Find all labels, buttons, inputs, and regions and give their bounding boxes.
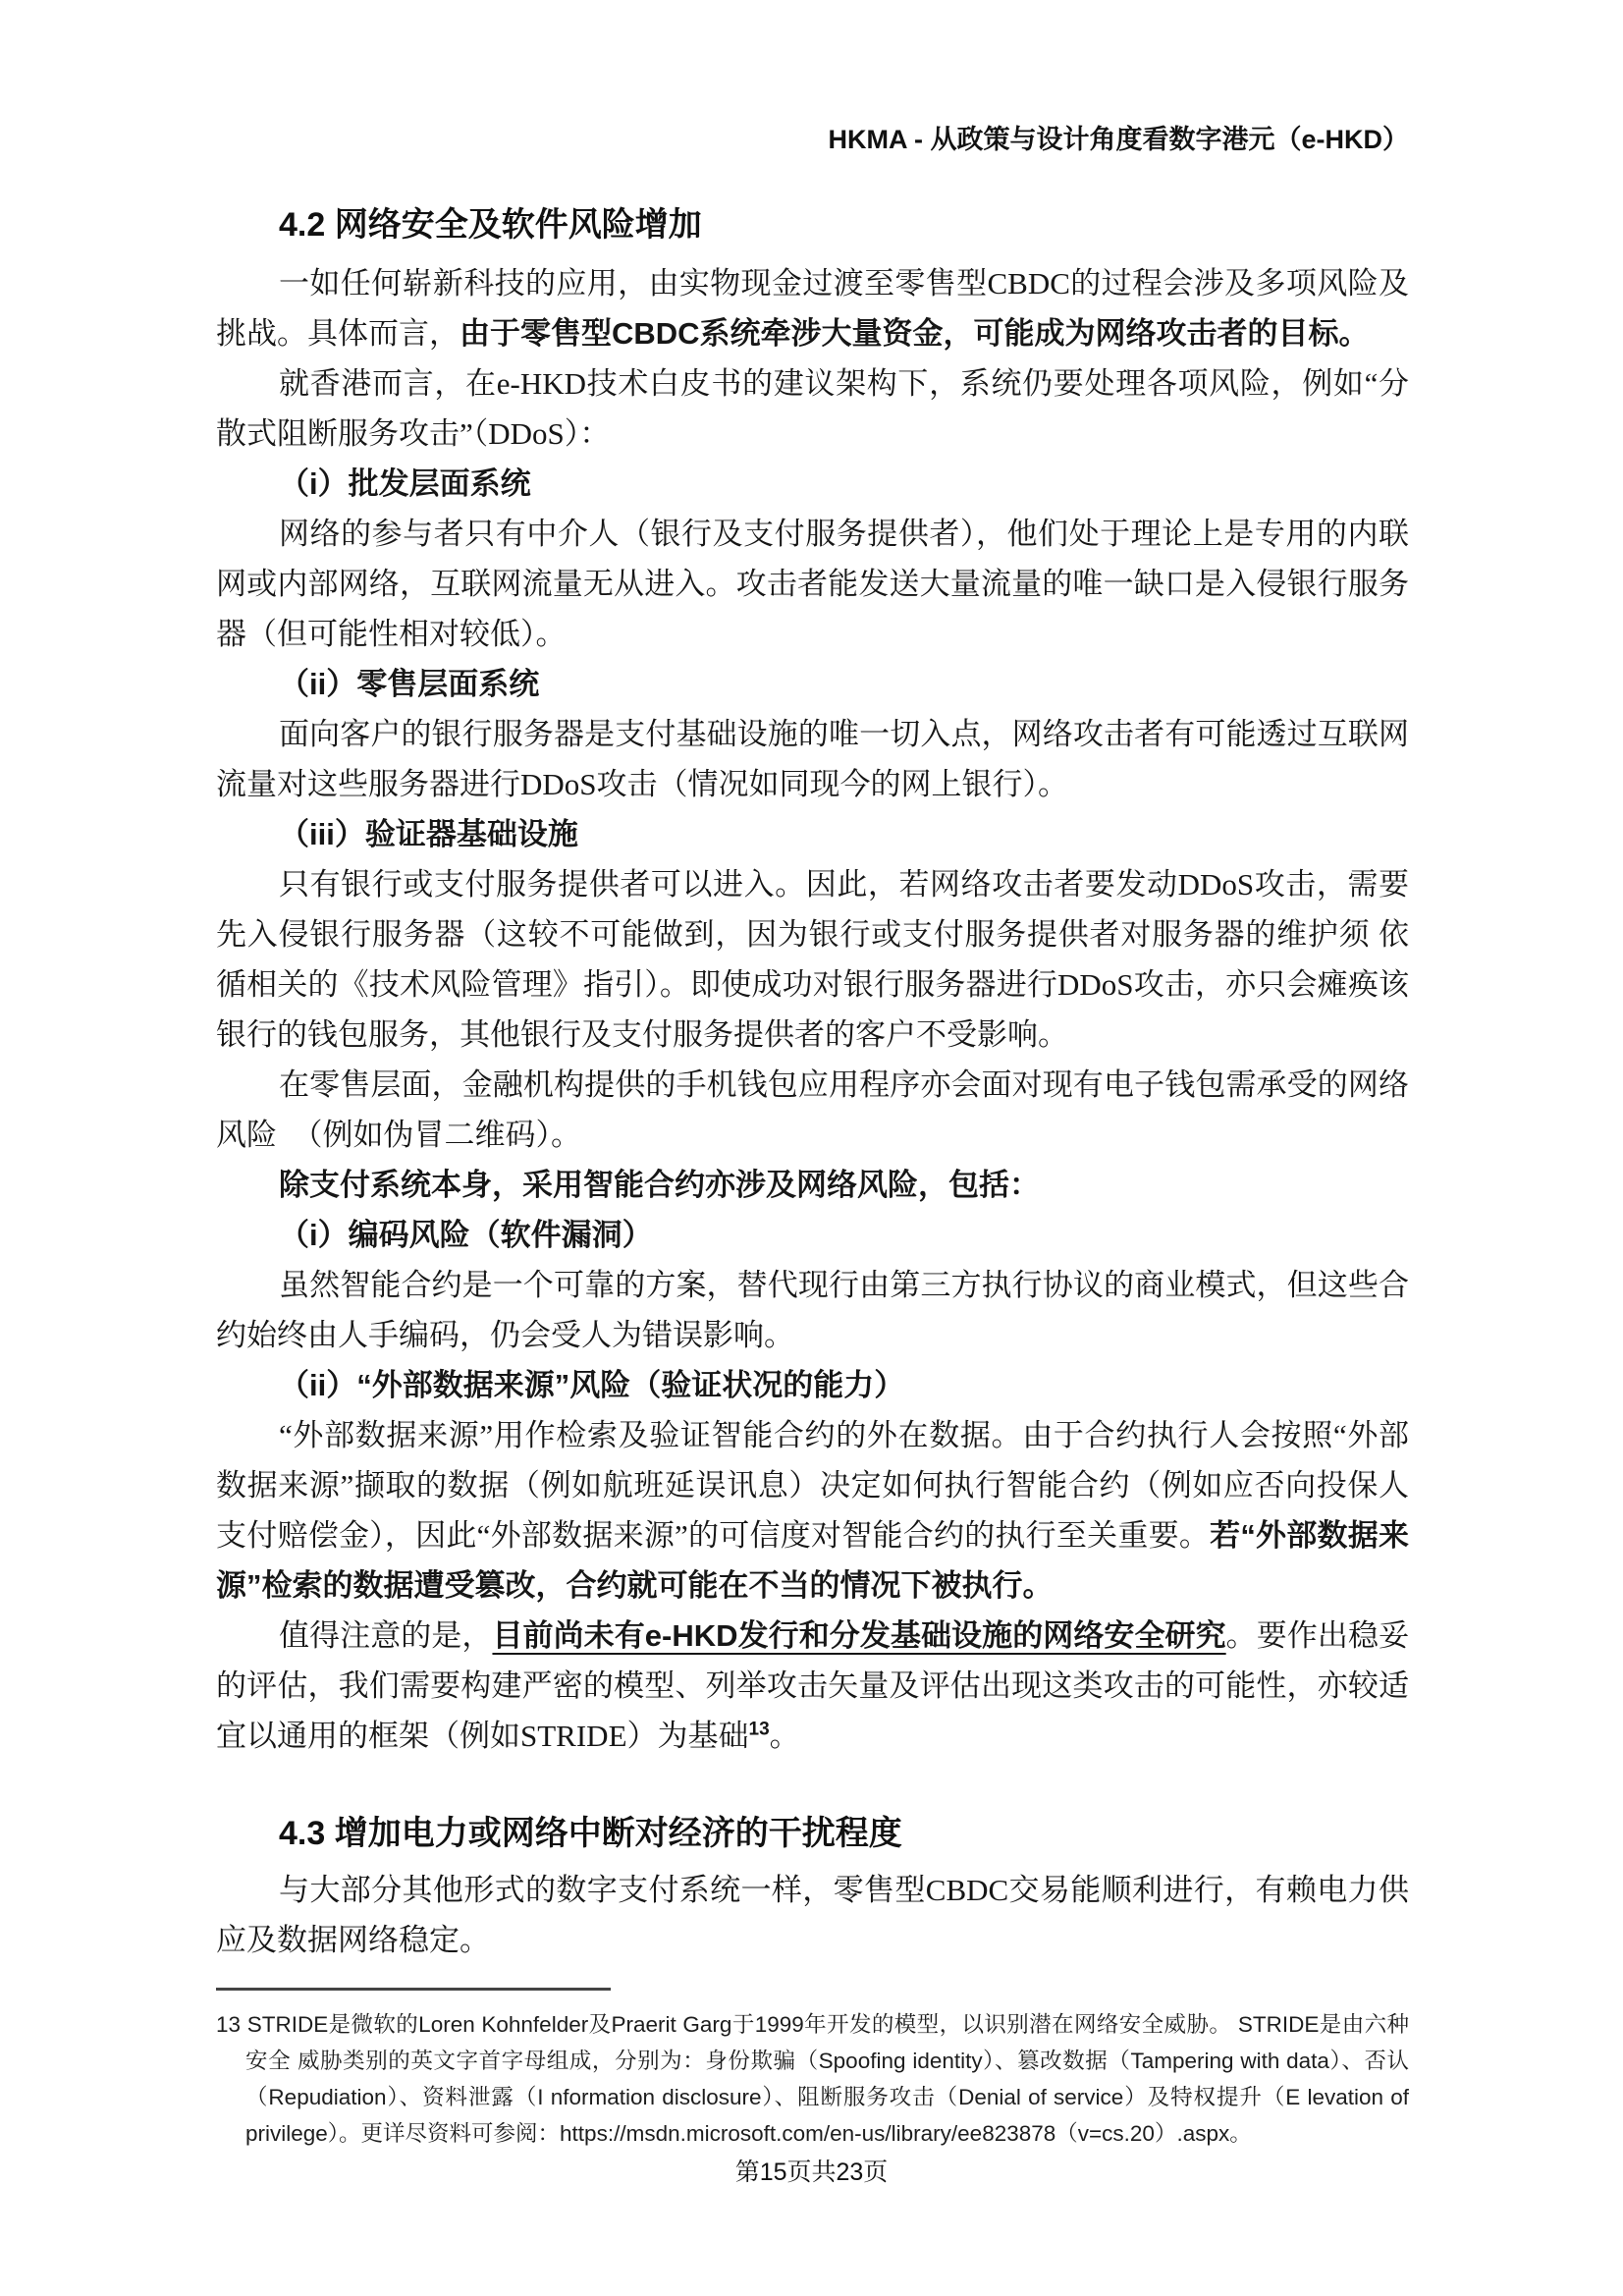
subheading-oracle-risk: （ii）“外部数据来源”风险（验证状况的能力） <box>279 1368 905 1402</box>
bold-text-run: 由于零售型CBDC系统牵涉大量资金，可能成为网络攻击者的目标。 <box>460 316 1370 351</box>
section-heading-4-2: 4.2 网络安全及软件风险增加 <box>279 206 702 244</box>
subheading-coding-risk: （i）编码风险（软件漏洞） <box>279 1218 653 1252</box>
paragraph-mobile-wallet: 在零售层面，金融机构提供的手机钱包应用程序亦会面对现有电子钱包需承受的网络风险 （例如伪冒二维码）。 <box>216 1067 1409 1152</box>
text-run: 一如任何崭新科技的应用，由实物现金过渡至零售型CBDC的过程会涉及多项风险及挑战。具体而言， <box>216 266 1409 351</box>
page-number: 第15页共23页 <box>734 2159 889 2186</box>
subheading-wholesale-system: （i）批发层面系统 <box>279 466 531 501</box>
page-header <box>216 124 1409 155</box>
document-content <box>216 124 1409 1965</box>
footnote-area <box>216 1988 1409 2152</box>
subheading-validator-infrastructure: （iii）验证器基础设施 <box>279 817 578 851</box>
paragraph-validator: 只有银行或支付服务提供者可以进入。因此，若网络攻击者要发动DDoS攻击，需要先入侵银行服务器（这较不可能做到，因为银行或支付服务提供者对服务器的维护须 依循相关的《技术风险管理》指引）。即使成功对银行服务器进行DDoS攻击，亦只会瘫痪该银行的钱包服务，其他银行及支付服务提供者的客户不受影响。 <box>216 867 1409 1052</box>
text-run: 值得注意的是， <box>279 1618 493 1653</box>
page-footer <box>0 2153 1623 2188</box>
header-title: HKMA - 从政策与设计角度看数字港元（e-HKD） <box>828 125 1409 154</box>
paragraph-oracle-risk <box>216 1410 1409 1611</box>
paragraph-intro <box>216 258 1409 358</box>
footnote-separator <box>216 1988 611 1991</box>
paragraph-retail: 面向客户的银行服务器是支付基础设施的唯一切入点，网络攻击者有可能透过互联网流量对这些服务器进行DDoS攻击（情况如同现今的网上银行）。 <box>216 717 1409 801</box>
bold-underline-text-run: 目前尚未有e-HKD发行和分发基础设施的网络安全研究 <box>492 1618 1226 1653</box>
footnote-13 <box>216 2006 1409 2152</box>
bold-text-run: 若“外部数据来源”检索的数据遭受篡改，合约就可能在不当的情况下被执行。 <box>216 1518 1410 1603</box>
paragraph-research-note <box>216 1611 1409 1761</box>
paragraph-power-network: 与大部分其他形式的数字支付系统一样，零售型CBDC交易能顺利进行，有赖电力供应及数据网络稳定。 <box>216 1873 1409 1957</box>
paragraph-coding-risk: 虽然智能合约是一个可靠的方案，替代现行由第三方执行协议的商业模式，但这些合约始终由人手编码，仍会受人为错误影响。 <box>216 1268 1409 1352</box>
subheading-retail-system: （ii）零售层面系统 <box>279 667 540 701</box>
text-run: 。 <box>769 1719 800 1753</box>
footnote-marker: 13 <box>216 2012 242 2037</box>
footnote-reference-13: 13 <box>748 1719 770 1740</box>
paragraph-hk-context: 就香港而言，在e-HKD技术白皮书的建议架构下，系统仍要处理各项风险，例如“分散式阻断服务攻击”（DDoS）： <box>216 366 1409 451</box>
footnote-text: STRIDE是微软的Loren Kohnfelder及Praerit Garg于1999年开发的模型，以识别潜在网络安全威胁。 STRIDE是由六种安全 威胁类别的英文字首字母组成，分别为：身份欺骗（Spoofing identity）、篡改数据（Tampering with data）、否认（Repudiation）、资料泄露（I nformation disclosure）、阻断服务攻击（Denial of service）及特权提升（E levation of privilege）。更详尽资料可参阅：https://msdn.microsoft.com/en-us/library/ee823878（v=cs.20）.aspx。 <box>245 2012 1409 2146</box>
paragraph-wholesale: 网络的参与者只有中介人（银行及支付服务提供者），他们处于理论上是专用的内联网或内部网络，互联网流量无从进入。攻击者能发送大量流量的唯一缺口是入侵银行服务器（但可能性相对较低）。 <box>216 517 1409 651</box>
bold-text-run: 除支付系统本身，采用智能合约亦涉及网络风险，包括： <box>279 1168 1040 1202</box>
text-run: “外部数据来源”用作检索及验证智能合约的外在数据。由于合约执行人会按照“外部数据来源”撷取的数据（例如航班延误讯息）决定如何执行智能合约（例如应否向投保人支付赔偿金），因此“外部数据来源”的可信度对智能合约的执行至关重要。 <box>216 1418 1409 1553</box>
paragraph-smart-contract-intro <box>216 1160 1409 1210</box>
text-run: 。要作出稳妥的评估，我们需要构建严密的模型、列举攻击矢量及评估出现这类攻击的可能性，亦较适宜以通用的框架（例如STRIDE）为基础 <box>216 1618 1410 1753</box>
section-heading-4-3: 4.3 增加电力或网络中断对经济的干扰程度 <box>279 1815 902 1852</box>
